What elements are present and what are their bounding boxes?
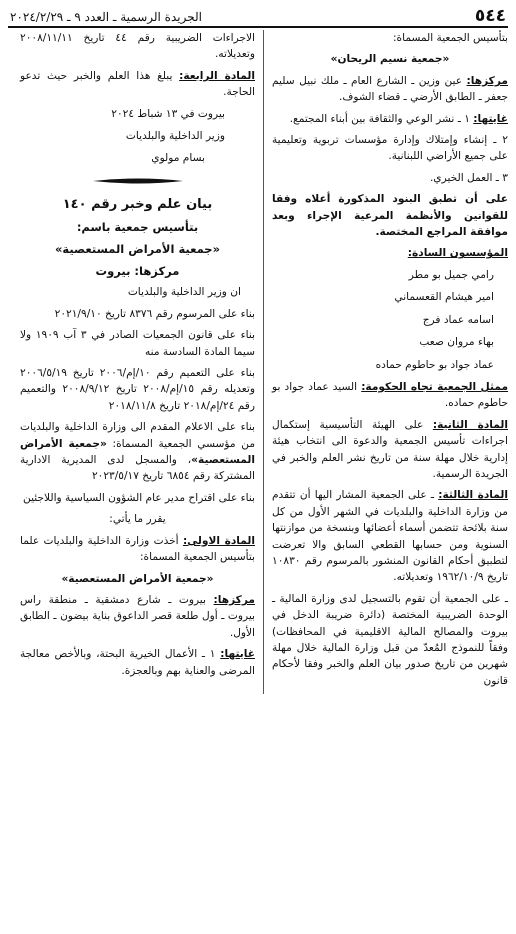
lc-decides: يقرر ما يأتي: — [109, 513, 166, 526]
rc-hq — [272, 73, 508, 106]
rc-article-3-b: ـ على الجمعية أن تقوم بالتسجيل لدى وزارة المالية ـ الوحدة الضريبية المختصة (دائرة ضريبة الدخل في بيروت والمصالح المالية الاقليمية في المحافظات) وفقاً للنموذج المُعدّ من قبل وزارة المالية خلال مهلة شهرين من تاريخ صدور بيان العلم والخبر وفقا لأحكام قانون — [272, 592, 508, 687]
rc-art3-text: ـ على الجمعية المشار اليها أن تتقدم من وزارة الداخلية والبلديات في الشهر الأول من كل سنة بلائحة تتضمن أسماء أعضائها وبنسخة من موازنتها السنوية ومن حسابها القطعي السابق والا تعرضت لتطبيق أحكام القانون المنشور بالمرسوم رقم ١٠٨٣٠ تاريخ ١٩٦٢/١٠/٩ وتعديلاته. — [272, 489, 508, 584]
gazette-date: ٢٠٢٤/٢/٢٩ — [10, 10, 64, 24]
right-column — [264, 30, 508, 694]
rc-goal-3: ٣ ـ العمل الخيري. — [429, 171, 508, 184]
rc-goal-1-text: ١ ـ نشر الوعي والثقافة بين أبناء المجتمع. — [289, 112, 474, 125]
rc-goal-2: ٢ ـ إنشاء وإمتلاك وإدارة مؤسسات تربوية وتعليمية على جميع الأراضي اللبنانية. — [272, 134, 508, 163]
rc-founder-1: رامي جميل بو مطر — [408, 268, 494, 281]
signature-date: بيروت في ١٣ شباط ٢٠٢٤ — [111, 107, 225, 120]
rc-art2-text: على الهيئة التأسيسية إستكمال اجراءات تأسيس الجمعية والدعوة الى انتخاب هيئة إدارية خلال مهلة سنة من تاريخ نشر العلم والخبر في الجريدة الرسمية. — [272, 418, 508, 480]
lc-based-1: بناء على المرسوم رقم ٨٣٧٦ تاريخ ٢٠٢١/٩/١٠ — [54, 307, 255, 320]
gazette-issue: الجريدة الرسمية ـ العدد ٩ ـ — [67, 10, 202, 24]
lc-based-5: بناء على اقتراح مدير عام الشؤون السياسية واللاجئين — [23, 491, 255, 504]
rc-founder-4: بهاء مروان صعب — [419, 336, 494, 349]
rc-goal-1 — [272, 111, 508, 127]
rc-goals-label: غايتها: — [473, 112, 508, 125]
rc-art2-label: المادة الثانية: — [432, 418, 508, 431]
signature-block — [20, 106, 255, 167]
lc-continuation: الاجراءات الضريبية رقم ٤٤ تاريخ ٢٠٠٨/١١/١١ وتعديلاته. — [20, 32, 255, 61]
statement-title: بيان علم وخبر رقم ١٤٠ — [62, 196, 213, 212]
lc-goals — [20, 646, 255, 679]
lc-art4-label: المادة الرابعة: — [179, 69, 255, 82]
rc-founder-2: امير هيشام القعسماني — [394, 291, 494, 304]
lc-hq — [20, 592, 255, 641]
lc-minister: ان وزير الداخلية والبلديات — [127, 286, 241, 299]
lc-based-2: بناء على قانون الجمعيات الصادر في ٣ آب ١٩٠٩ ولا سيما المادة السادسة منه — [20, 329, 255, 358]
divider-ornament — [93, 177, 183, 185]
rc-hq-label: مركزها: — [466, 74, 508, 87]
lc-based-3: بناء على التعميم رقم ١٠/إم/٢٠٠٦ تاريخ ٢٠٠٦/٥/١٩ وتعديله رقم ١٥/إم/٢٠٠٨ تاريخ ٢٠٠٨/٩/١٢ والتعميم رقم ٢٤/إم/٢٠١٨ تاريخ ٢٠١٨/١١/٨ — [20, 367, 255, 412]
statement-hq: مركزها: بيروت — [95, 263, 180, 278]
rc-founder-5: عماد جواد بو حاطوم حماده — [375, 358, 494, 371]
left-column — [20, 30, 264, 694]
lc-art4-text: يبلغ هذا العلم والخبر حيث تدعو الحاجة. — [20, 69, 255, 99]
rc-article-2 — [272, 417, 508, 483]
columns — [8, 30, 508, 694]
rc-condition: على أن تطبق البنود المذكورة أعلاه وفقا للقوانين والأنظمة المرعية الإجراء وبعد موافقة المراجع المختصة. — [272, 193, 508, 239]
lc-article-4 — [20, 68, 255, 101]
lc-hq-text: بيروت ـ شارع دمشقية ـ منطقة راس بيروت ـ أول طلعة قصر الداعوق بناية بيضون ـ الطابق الأول. — [20, 593, 255, 639]
lc-art1-text: أخذت وزارة الداخلية والبلديات علما بتأسيس الجمعية المسماة: — [20, 534, 255, 564]
lc-based-4-name: «جمعية الأمراض المستعصية» — [20, 437, 255, 467]
rc-hq-text: عين وزين ـ الشارع العام ـ ملك نبيل سليم جعفر ـ الطابق الأرضي ـ قضاء الشوف. — [272, 74, 508, 104]
rc-rep-text: السيد عماد جواد بو حاطوم حماده. — [272, 380, 508, 410]
lc-based-4b: ، والمسجل لدى المديرية الادارية المشتركة رقم ٦٨٥٤ تاريخ ٢٠٢٣/٥/١٧ — [20, 454, 255, 483]
rc-article-3 — [272, 487, 508, 585]
signature-title: وزير الداخلية والبلديات — [125, 130, 225, 143]
lc-hq-label: مركزها: — [213, 593, 255, 606]
rc-assoc-name: «جمعية نسيم الريحان» — [330, 53, 450, 66]
lc-art1-label: المادة الاولى: — [182, 534, 255, 547]
lc-based-4a: بناء على الاعلام المقدم الى وزارة الداخلية والبلديات من مؤسسي الجمعية المسماة: — [20, 421, 255, 450]
rc-founder-3: اسامه عماد فرج — [422, 313, 494, 326]
signature-name: بسام مولوي — [151, 152, 205, 165]
rc-rep-label: ممثل الجمعية تجاه الحكومة: — [361, 380, 509, 393]
rc-intro: بتأسيس الجمعية المسماة: — [392, 32, 508, 44]
lc-based-4 — [20, 419, 255, 485]
statement-subtitle: بتأسيس جمعية باسم: — [76, 219, 199, 234]
section-divider — [20, 177, 255, 185]
rc-art3-label: المادة الثالثة: — [438, 489, 508, 502]
lc-goals-text: ١ ـ الأعمال الخيرية البحتة، وبالأخص معالجة المرضى والعناية بهم وبالعجزة. — [20, 648, 255, 677]
page-number: ٥٤٤ — [474, 6, 506, 26]
rc-representative — [272, 379, 508, 412]
statement-assoc-name: «جمعية الأمراض المستعصية» — [54, 241, 221, 256]
gazette-title — [10, 10, 202, 24]
lc-goals-label: غايتها: — [220, 648, 255, 661]
lc-article-1 — [20, 533, 255, 566]
rc-founders-label: المؤسسون السادة: — [407, 247, 508, 260]
page-header — [8, 6, 508, 28]
lc-assoc-name-2: «جمعية الأمراض المستعصية» — [61, 572, 214, 585]
